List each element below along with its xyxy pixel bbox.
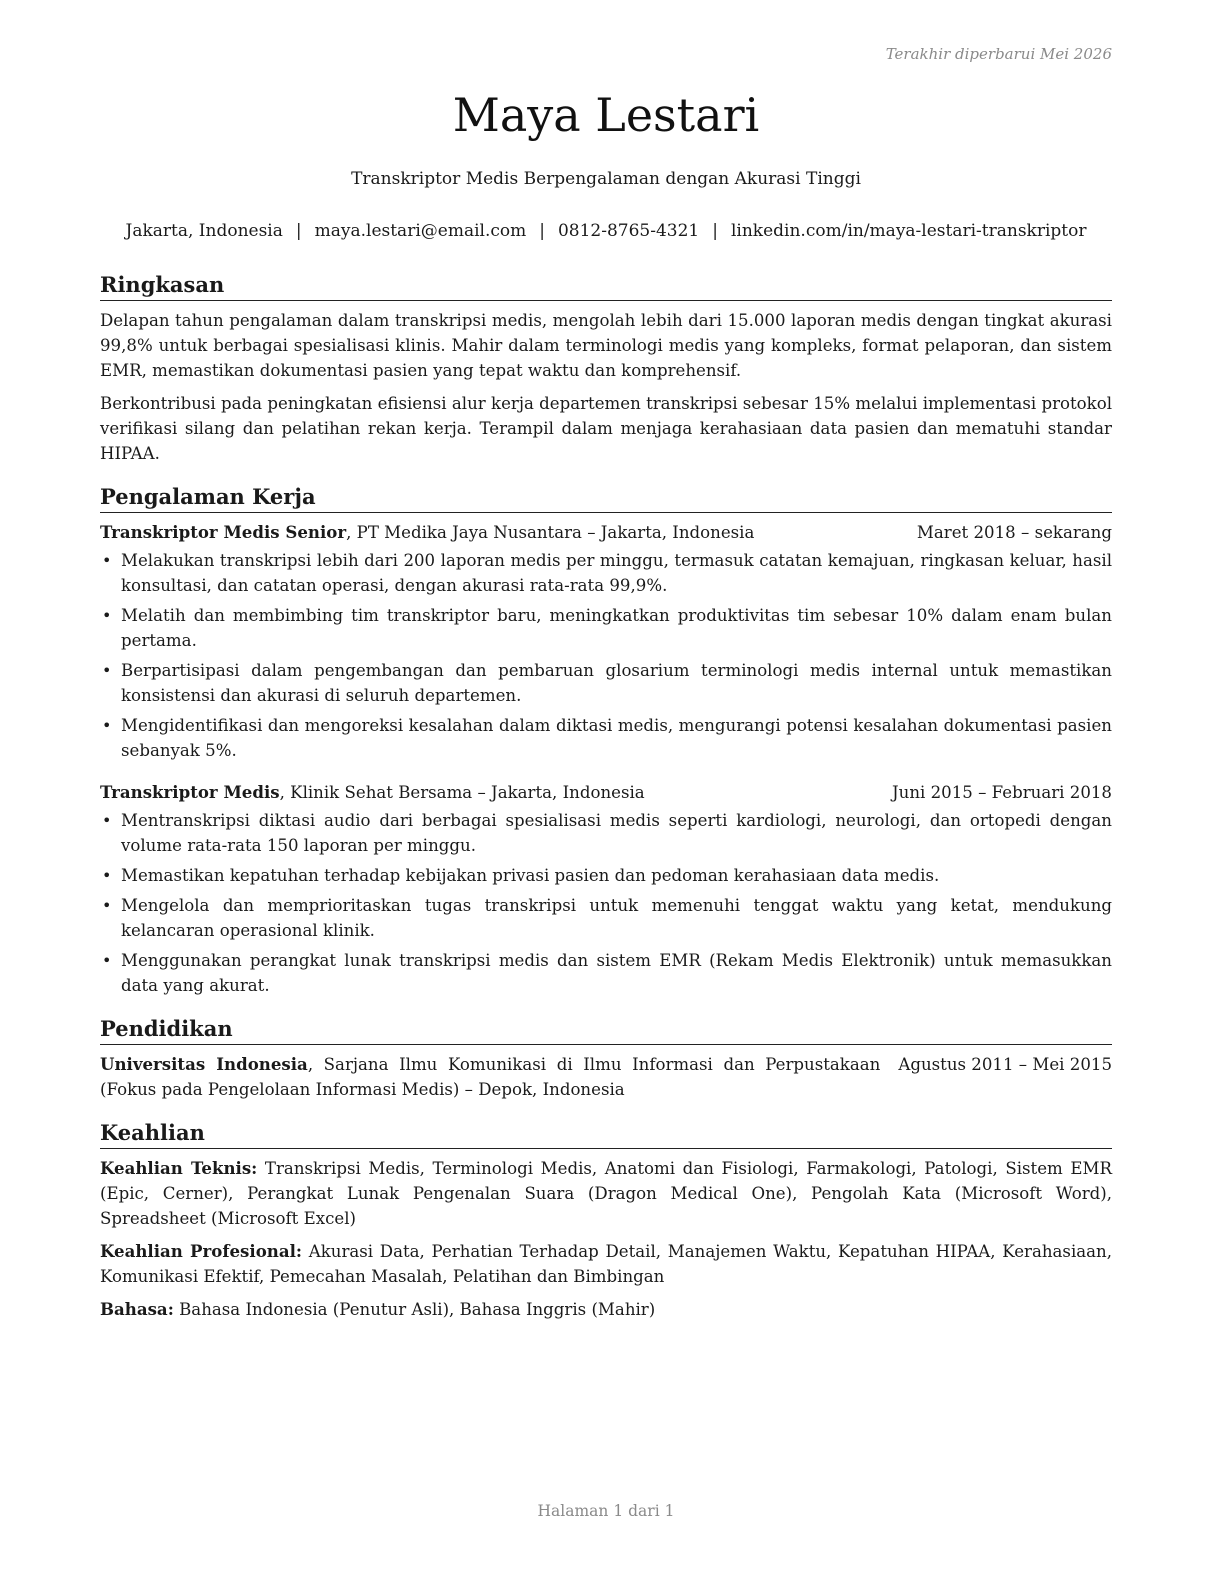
job-dates: Maret 2018 – sekarang <box>916 523 1112 542</box>
list-item <box>100 863 1112 888</box>
contact-line <box>88 219 1124 243</box>
job-title-line <box>100 520 754 545</box>
job-bullets <box>100 808 1112 998</box>
education-school: Universitas Indonesia <box>100 1054 308 1074</box>
skill-line-professional <box>100 1239 1112 1289</box>
resume-body <box>100 270 1112 1338</box>
bullet-icon: • <box>102 661 112 680</box>
section-title-education: Pendidikan <box>100 1014 1112 1045</box>
education-detail <box>100 1052 880 1102</box>
candidate-name: Maya Lestari <box>452 88 760 142</box>
bullet-text: Mengelola dan memprioritaskan tugas transkripsi untuk memenuhi tenggat waktu yang ketat, mendukung kelancaran operasional klinik. <box>121 896 1112 940</box>
skill-label: Bahasa: <box>100 1299 174 1319</box>
skill-label: Keahlian Profesional: <box>100 1241 303 1261</box>
bullet-text: Mentranskripsi diktasi audio dari berbagai spesialisasi medis seperti kardiologi, neurologi, dan ortopedi dengan volume rata-rata 150 laporan per minggu. <box>121 811 1112 855</box>
section-title-skills: Keahlian <box>100 1118 1112 1149</box>
list-item <box>100 603 1112 653</box>
bullet-icon: • <box>102 811 112 830</box>
education-dates: Agustus 2011 – Mei 2015 <box>898 1055 1112 1074</box>
job-title-line <box>100 780 645 805</box>
bullet-icon: • <box>102 606 112 625</box>
summary-paragraph: Berkontribusi pada peningkatan efisiensi alur kerja departemen transkripsi sebesar 15% melalui implementasi protokol verifikasi silang dan pelatihan rekan kerja. Terampil dalam menjaga kerahasiaan data pasien dan mematuhi standar HIPAA. <box>100 394 1112 463</box>
job-org: , Klinik Sehat Bersama – Jakarta, Indonesia <box>279 783 645 802</box>
job-entry <box>100 520 1112 763</box>
section-title-summary: Ringkasan <box>100 270 1112 301</box>
skill-label: Keahlian Teknis: <box>100 1158 258 1178</box>
contact-email[interactable]: maya.lestari@email.com <box>314 221 527 241</box>
education-entry <box>100 1052 1112 1102</box>
job-dates: Juni 2015 – Februari 2018 <box>892 783 1112 802</box>
experience-section <box>100 482 1112 998</box>
list-item <box>100 713 1112 763</box>
education-degree: , Sarjana Ilmu Komunikasi di Ilmu Informasi dan Perpustakaan (Fokus pada Pengelolaan Informasi Medis) – Depok, Indonesia <box>100 1055 881 1099</box>
summary-paragraph: Delapan tahun pengalaman dalam transkripsi medis, mengolah lebih dari 15.000 laporan medis dengan tingkat akurasi 99,8% untuk berbagai spesialisasi klinis. Mahir dalam terminologi medis yang kompleks, format pelaporan, dan sistem EMR, memastikan dokumentasi pasien yang tepat waktu dan komprehensif. <box>100 311 1112 380</box>
skills-section <box>100 1118 1112 1322</box>
contact-separator: | <box>539 221 545 241</box>
education-section <box>100 1014 1112 1102</box>
list-item <box>100 893 1112 943</box>
job-entry <box>100 780 1112 998</box>
bullet-icon: • <box>102 951 112 970</box>
section-title-experience: Pengalaman Kerja <box>100 482 1112 513</box>
bullet-icon: • <box>102 551 112 570</box>
job-header <box>100 780 1112 805</box>
tagline: Transkriptor Medis Berpengalaman dengan Akurasi Tinggi <box>351 169 861 189</box>
job-role: Transkriptor Medis Senior <box>100 522 347 542</box>
list-item <box>100 548 1112 598</box>
contact-linkedin[interactable]: linkedin.com/in/maya-lestari-transkriptor <box>730 221 1087 241</box>
bullet-text: Melakukan transkripsi lebih dari 200 laporan medis per minggu, termasuk catatan kemajuan, ringkasan keluar, hasil konsultasi, dan catatan operasi, dengan akurasi rata-rata 99,9%. <box>121 551 1112 595</box>
job-role: Transkriptor Medis <box>100 782 280 802</box>
bullet-icon: • <box>102 866 112 885</box>
resume-page <box>100 0 1112 1584</box>
contact-separator: | <box>712 221 718 241</box>
bullet-text: Mengidentifikasi dan mengoreksi kesalahan dalam diktasi medis, mengurangi potensi kesalahan dokumentasi pasien sebanyak 5%. <box>121 716 1112 760</box>
bullet-text: Melatih dan membimbing tim transkriptor baru, meningkatkan produktivitas tim sebesar 10% dalam enam bulan pertama. <box>121 606 1112 650</box>
skill-text: Transkripsi Medis, Terminologi Medis, Anatomi dan Fisiologi, Farmakologi, Patologi, Sistem EMR (Epic, Cerner), Perangkat Lunak Pengenalan Suara (Dragon Medical One), Pengolah Kata (Microsoft Word), Spreadsheet (Microsoft Excel) <box>100 1159 1112 1228</box>
skill-text: Akurasi Data, Perhatian Terhadap Detail, Manajemen Waktu, Kepatuhan HIPAA, Kerahasiaan, Komunikasi Efektif, Pemecahan Masalah, Pelatihan dan Bimbingan <box>100 1242 1113 1286</box>
job-header <box>100 520 1112 545</box>
list-item <box>100 948 1112 998</box>
bullet-text: Berpartisipasi dalam pengembangan dan pembaruan glosarium terminologi medis internal untuk memastikan konsistensi dan akurasi di seluruh departemen. <box>121 661 1112 705</box>
contact-separator: | <box>295 221 302 241</box>
bullet-text: Menggunakan perangkat lunak transkripsi medis dan sistem EMR (Rekam Medis Elektronik) untuk memasukkan data yang akurat. <box>121 951 1112 995</box>
bullet-icon: • <box>102 716 112 735</box>
last-updated: Terakhir diperbarui Mei 2026 <box>885 45 1112 63</box>
skill-text: Bahasa Indonesia (Penutur Asli), Bahasa Inggris (Mahir) <box>173 1300 656 1319</box>
list-item <box>100 658 1112 708</box>
job-org: , PT Medika Jaya Nusantara – Jakarta, Indonesia <box>346 523 755 542</box>
summary-section <box>100 270 1112 466</box>
contact-phone: 0812-8765-4321 <box>557 221 700 241</box>
list-item <box>100 808 1112 858</box>
bullet-text: Memastikan kepatuhan terhadap kebijakan privasi pasien dan pedoman kerahasiaan data medis. <box>121 866 940 885</box>
page-number: Halaman 1 dari 1 <box>537 1502 675 1520</box>
skill-line-technical <box>100 1156 1112 1231</box>
job-bullets <box>100 548 1112 763</box>
bullet-icon: • <box>102 896 112 915</box>
skill-line-language <box>100 1297 1112 1322</box>
contact-location: Jakarta, Indonesia <box>125 221 283 241</box>
